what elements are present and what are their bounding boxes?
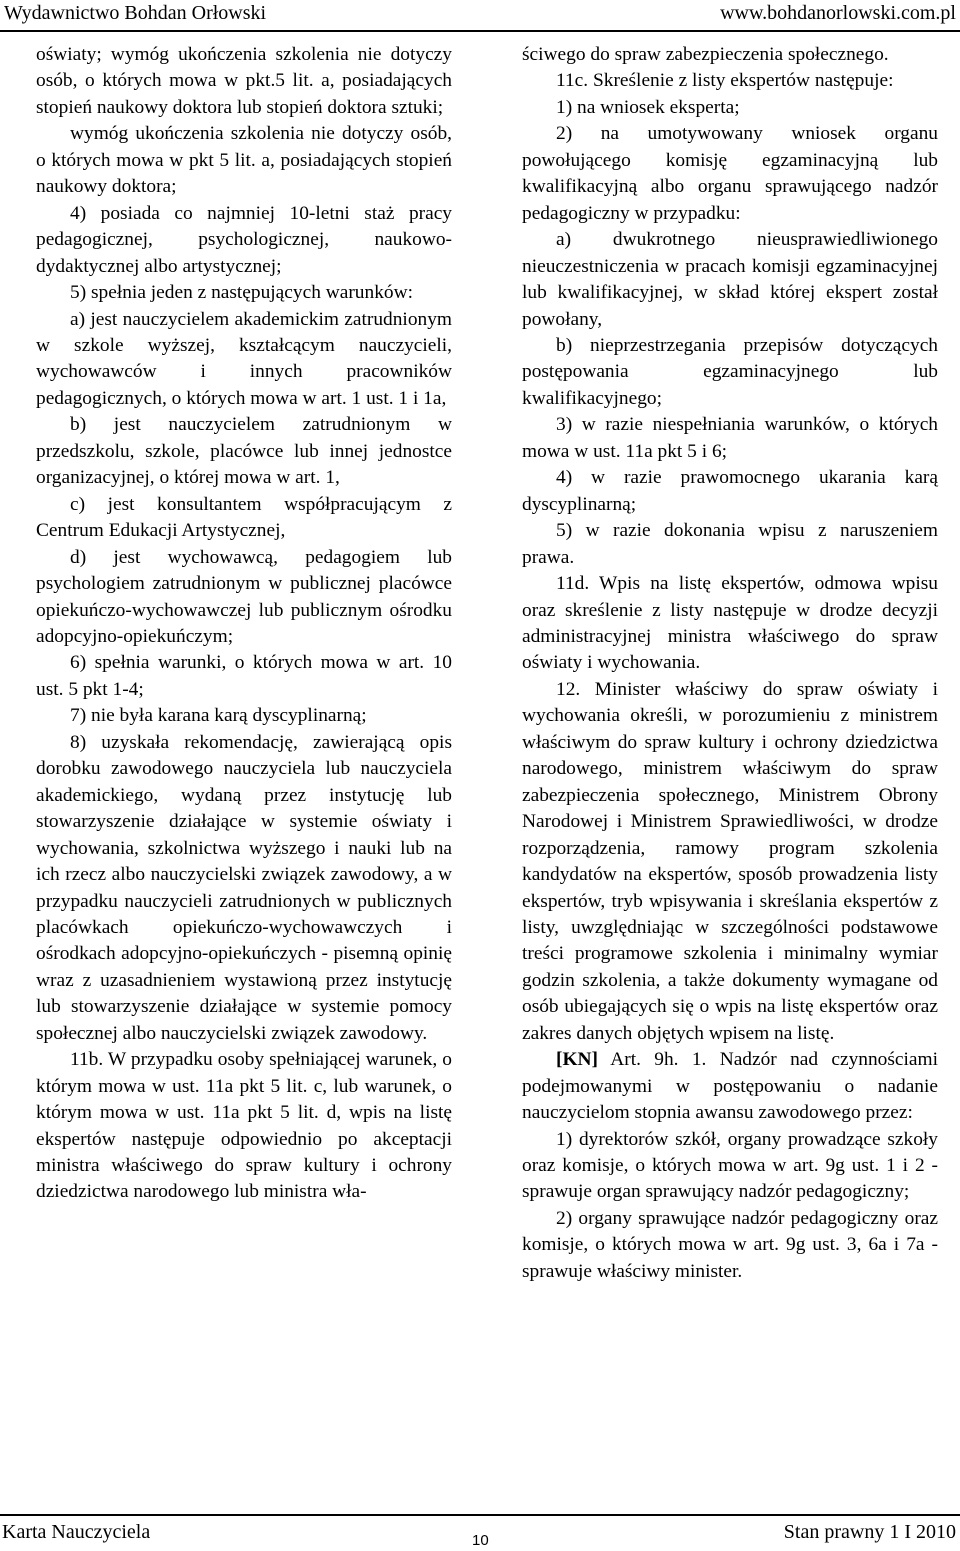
paragraph bbox=[522, 518, 938, 571]
paragraph-text: 1) na wniosek eksperta; bbox=[556, 96, 740, 118]
paragraph bbox=[36, 492, 452, 545]
paragraph-text: 3) w razie niespełniania warunków, o których mowa w ust. 11a pkt 5 i 6; bbox=[522, 414, 938, 462]
document-title: Karta Nauczyciela bbox=[2, 1521, 151, 1543]
paragraph-text: a) dwukrotnego nieusprawiedliwionego nieuczestniczenia w pracach komisji egzaminacyjnej lub kwalifikacyjnej, w skład której ekspert został powołany, bbox=[522, 229, 938, 330]
paragraph bbox=[36, 201, 452, 280]
paragraph-marker: [KN] bbox=[556, 1049, 599, 1071]
paragraph bbox=[36, 42, 452, 121]
page-header bbox=[0, 0, 960, 32]
paragraph-text: a) jest nauczycielem akademickim zatrudnionym w szkole wyższej, kształcącym nauczycieli, wychowawców i innych pracowników pedagogicznych, o których mowa w art. 1 ust. 1 i 1a, bbox=[36, 308, 452, 409]
paragraph-text: 2) na umotywowany wniosek organu powołującego komisję egzaminacyjną lub kwalifikacyjną albo organu sprawującego nadzór pedagogiczny w przypadku: bbox=[522, 123, 938, 224]
paragraph-text: b) nieprzestrzegania przepisów dotyczących postępowania egzaminacyjnego lub kwalifikacyjnego; bbox=[522, 334, 938, 409]
paragraph-text: d) jest wychowawcą, pedagogiem lub psychologiem zatrudnionym w publicznej placówce opiekuńczo-wychowawczej lub publicznym ośrodku adopcyjno-opiekuńczym; bbox=[36, 546, 452, 647]
paragraph bbox=[36, 307, 452, 413]
publisher-website: www.bohdanorlowski.com.pl bbox=[720, 2, 956, 24]
paragraph bbox=[36, 545, 452, 651]
paragraph-text: 11d. Wpis na listę ekspertów, odmowa wpisu oraz skreślenie z listy następuje w drodze decyzji administracyjnej ministra właściwego do spraw oświaty i wychowania. bbox=[522, 573, 938, 674]
paragraph bbox=[522, 42, 938, 68]
paragraph bbox=[36, 650, 452, 703]
paragraph-text: oświaty; wymóg ukończenia szkolenia nie dotyczy osób, o których mowa w pkt.5 lit. a, posiadających stopień naukowy doktora lub stopień doktora sztuki; bbox=[36, 44, 452, 118]
paragraph bbox=[36, 1047, 452, 1206]
paragraph bbox=[522, 333, 938, 412]
paragraph bbox=[522, 1047, 938, 1126]
paragraph-text: 4) w razie prawomocnego ukarania karą dyscyplinarną; bbox=[522, 467, 938, 515]
left-column bbox=[36, 42, 452, 1206]
paragraph-text: 12. Minister właściwy do spraw oświaty i wychowania określi, w porozumieniu z ministrem właściwym do spraw kultury i ochrony dziedzictwa narodowego, ministrem właściwym do spraw zabezpieczenia społecznego, Ministrem Obrony Narodowej i Ministrem Sprawiedliwości, w drodze rozporządzenia, ramowy program szkolenia kandydatów na ekspertów, sposób prowadzenia listy ekspertów, tryb wpisywania i skreślania ekspertów z listy, uwzględniając w szczególności podstawowe treści programowe szkolenia i minimalny wymiar godzin szkolenia, a także dokumenty wymagane od osób ubiegających się o wpis na listę ekspertów oraz zakres danych objętych wpisem na listę. bbox=[522, 678, 938, 1044]
paragraph bbox=[522, 1127, 938, 1206]
paragraph bbox=[36, 280, 452, 306]
paragraph-text: 5) spełnia jeden z następujących warunków: bbox=[70, 282, 413, 304]
paragraph-text: 1) dyrektorów szkół, organy prowadzące szkoły oraz komisje, o których mowa w art. 9g ust. 1 i 2 - sprawuje organ sprawujący nadzór pedagogiczny; bbox=[522, 1128, 938, 1203]
paragraph-text: c) jest konsultantem współpracującym z Centrum Edukacji Artystycznej, bbox=[36, 493, 452, 542]
paragraph bbox=[36, 703, 452, 729]
paragraph-text: 2) organy sprawujące nadzór pedagogiczny oraz komisje, o których mowa w art. 9g ust. 3, 6a i 7a - sprawuje właściwy minister. bbox=[522, 1207, 938, 1282]
right-column bbox=[522, 42, 938, 1285]
page-number: 10 bbox=[472, 1532, 489, 1549]
paragraph-text: 4) posiada co najmniej 10-letni staż pracy pedagogicznej, psychologicznej, naukowo-dydaktycznej albo artystycznej; bbox=[36, 202, 452, 277]
paragraph bbox=[522, 465, 938, 518]
paragraph-text: 5) w razie dokonania wpisu z naruszeniem prawa. bbox=[522, 520, 938, 568]
paragraph bbox=[522, 1206, 938, 1285]
paragraph-text: ściwego do spraw zabezpieczenia społecznego. bbox=[522, 44, 889, 65]
paragraph bbox=[522, 677, 938, 1047]
publisher-name: Wydawnictwo Bohdan Orłowski bbox=[4, 2, 267, 24]
paragraph bbox=[522, 95, 938, 121]
page-footer bbox=[0, 1514, 960, 1551]
paragraph bbox=[36, 730, 452, 1047]
paragraph-text: 11c. Skreślenie z listy ekspertów następuje: bbox=[556, 70, 894, 92]
paragraph bbox=[36, 412, 452, 491]
paragraph bbox=[522, 571, 938, 677]
paragraph-text: b) jest nauczycielem zatrudnionym w przedszkolu, szkole, placówce lub innej jednostce organizacyjnej, o której mowa w art. 1, bbox=[36, 414, 452, 489]
paragraph bbox=[522, 68, 938, 94]
paragraph-text: 7) nie była karana karą dyscyplinarną; bbox=[70, 705, 367, 727]
paragraph-text: wymóg ukończenia szkolenia nie dotyczy osób, o których mowa w pkt 5 lit. a, posiadających stopień naukowy doktora; bbox=[36, 123, 452, 198]
paragraph bbox=[522, 227, 938, 333]
paragraph bbox=[36, 121, 452, 200]
paragraph-text: Art. 9h. 1. Nadzór nad czynnościami podejmowanymi w postępowaniu o nadanie nauczycielom stopnia awansu zawodowego przez: bbox=[522, 1049, 938, 1124]
legal-status-date: Stan prawny 1 I 2010 bbox=[783, 1521, 956, 1543]
paragraph-text: 11b. W przypadku osoby spełniającej warunek, o którym mowa w ust. 11a pkt 5 lit. c, lub warunek, o którym mowa w ust. 11a pkt 5 lit. d, wpis na listę ekspertów następuje odpowiednio po akceptacji ministra właściwego do spraw kultury i ochrony dziedzictwa narodowego lub ministra wła- bbox=[36, 1049, 452, 1203]
paragraph-text: 6) spełnia warunki, o których mowa w art. 10 ust. 5 pkt 1-4; bbox=[36, 652, 452, 700]
paragraph bbox=[522, 121, 938, 227]
paragraph bbox=[522, 412, 938, 465]
paragraph-text: 8) uzyskała rekomendację, zawierającą opis dorobku zawodowego nauczyciela lub nauczyciela akademickiego, wydaną przez instytucję lub stowarzyszenie działające w systemie oświaty i wychowania, szkolnictwa wyższego i nauki lub na ich rzecz albo nauczycielski związek zawodowy, a w przypadku nauczycieli zatrudnionych w publicznych placówkach opiekuńczo-wychowawczych i ośrodkach adopcyjno-opiekuńczych - pisemną opinię wraz z uzasadnieniem wystawioną przez instytucję lub stowarzyszenie działające w systemie pomocy społecznej albo nauczycielski związek zawodowy. bbox=[36, 731, 452, 1044]
